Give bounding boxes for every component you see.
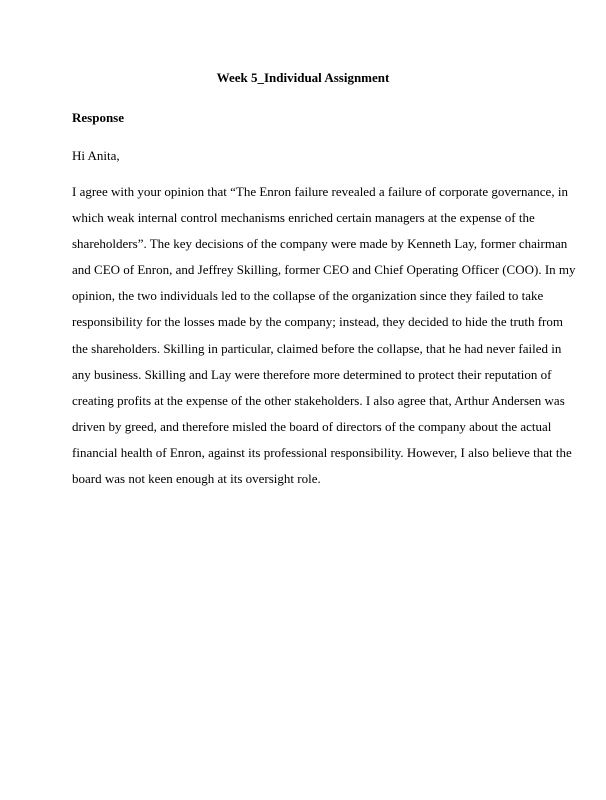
paragraph-line: creating profits at the expense of the other stakeholders. I also agree that, Arthur Andersen was xyxy=(72,392,565,408)
body-paragraph xyxy=(72,179,576,492)
paragraph-line: financial health of Enron, against its professional responsibility. However, I also believe that the xyxy=(72,444,572,460)
paragraph-line: any business. Skilling and Lay were therefore more determined to protect their reputation of xyxy=(72,366,552,382)
paragraph-line: shareholders”. The key decisions of the company were made by Kenneth Lay, former chairman xyxy=(72,236,568,252)
paragraph-line: I agree with your opinion that “The Enron failure revealed a failure of corporate governance, in xyxy=(72,184,568,199)
greeting: Hi Anita, xyxy=(72,148,120,163)
paragraph-line: driven by greed, and therefore misled the board of directors of the company about the actual xyxy=(72,418,552,434)
document-title: Week 5_Individual Assignment xyxy=(216,70,390,85)
paragraph-line: and CEO of Enron, and Jeffrey Skilling, former CEO and Chief Operating Officer (COO). In my xyxy=(72,262,576,278)
paragraph-line: responsibility for the losses made by the company; instead, they decided to hide the truth from xyxy=(72,314,563,330)
paragraph-line: board was not keen enough at its oversight role. xyxy=(72,471,321,487)
paragraph-line: the shareholders. Skilling in particular, claimed before the collapse, that he had never failed in xyxy=(72,340,562,356)
section-heading: Response xyxy=(72,110,125,125)
paragraph-line: opinion, the two individuals led to the collapse of the organization since they failed to take xyxy=(72,288,544,304)
paragraph-line: which weak internal control mechanisms enriched certain managers at the expense of the xyxy=(72,210,535,226)
